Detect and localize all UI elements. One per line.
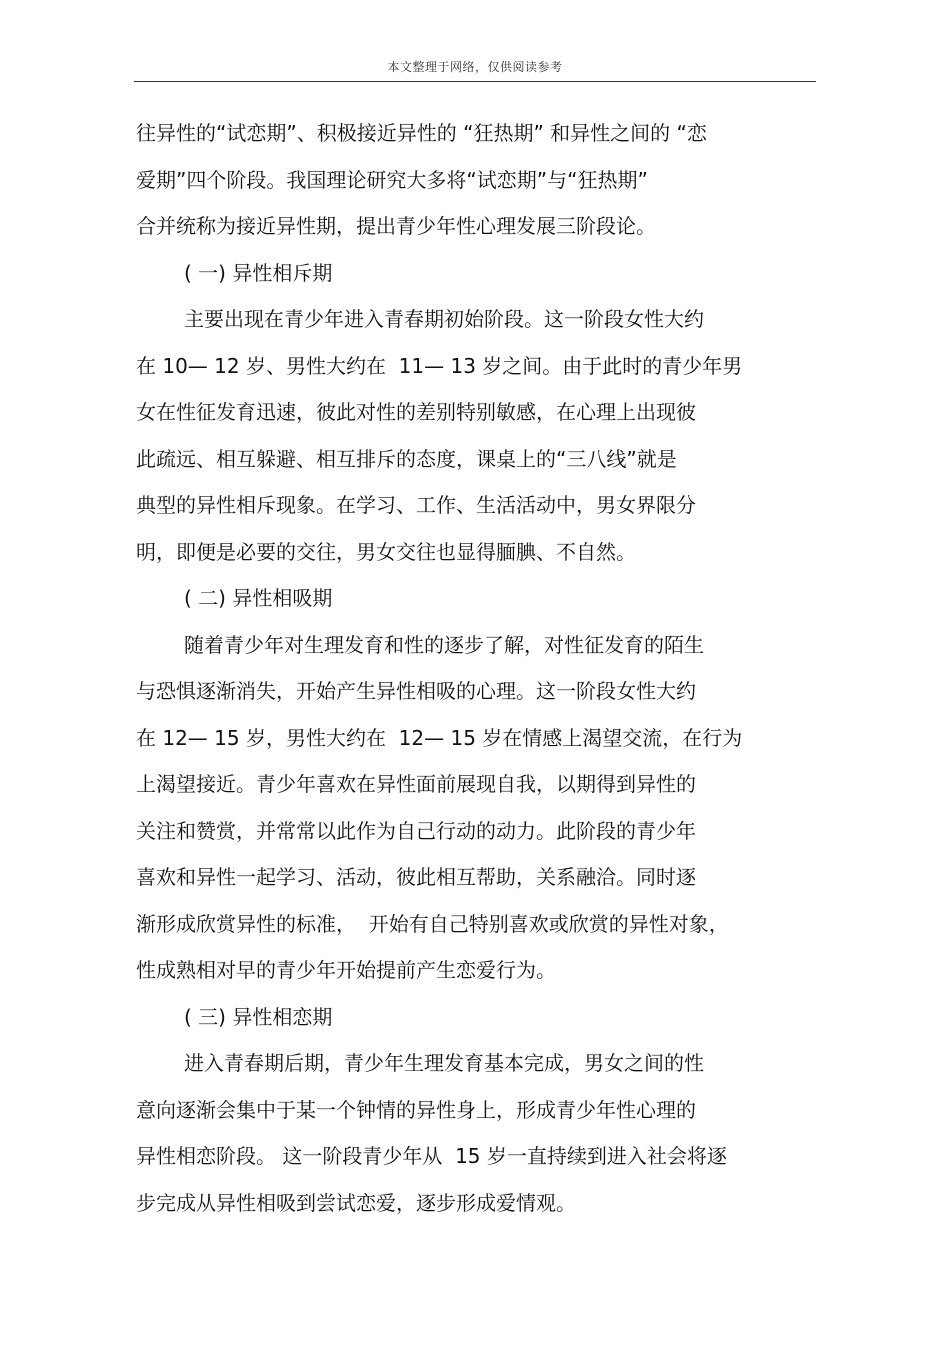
body-line: 步完成从异性相吸到尝试恋爱，逐步形成爱情观。 bbox=[136, 1190, 576, 1215]
body-line: 典型的异性相斥现象。在学习、工作、生活活动中，男女界限分 bbox=[136, 493, 696, 517]
body-line: 明，即便是必要的交往，男女交往也显得腼腆、不自然。 bbox=[136, 539, 636, 564]
body-line: 随着青少年对生理发育和性的逐步了解，对性征发育的陌生 bbox=[184, 632, 704, 657]
body-line: 爱期”四个阶段。我国理论研究大多将“试恋期”与“狂热期” bbox=[136, 167, 648, 192]
body-line: 主要出现在青少年进入青春期初始阶段。这一阶段女性大约 bbox=[184, 307, 704, 331]
page-header: 本文整理于网络，仅供阅读参考 bbox=[387, 60, 563, 74]
body-line: 此疏远、相互躲避、相互排斥的态度，课桌上的“三八线”就是 bbox=[136, 446, 677, 471]
section-heading-3: ( 三) 异性相恋期 bbox=[184, 1004, 333, 1029]
header-divider bbox=[134, 81, 816, 82]
body-line: 关注和赞赏，并常常以此作为自己行动的动力。此阶段的青少年 bbox=[136, 818, 696, 843]
body-line: 渐形成欣赏异性的标准， 开始有自己特别喜欢或欣赏的异性对象， bbox=[136, 911, 729, 936]
body-line: 合并统称为接近异性期，提出青少年性心理发展三阶段论。 bbox=[136, 214, 656, 238]
body-line: 喜欢和异性一起学习、活动，彼此相互帮助，关系融洽。同时逐 bbox=[136, 865, 696, 889]
body-line: 与恐惧逐渐消失，开始产生异性相吸的心理。这一阶段女性大约 bbox=[136, 679, 696, 703]
body-line: 进入青春期后期，青少年生理发育基本完成，男女之间的性 bbox=[184, 1051, 704, 1075]
body-line: 上渴望接近。青少年喜欢在异性面前展现自我，以期得到异性的 bbox=[136, 772, 696, 796]
body-line: 在 10— 12 岁、男性大约在 11— 13 岁之间。由于此时的青少年男 bbox=[136, 353, 743, 378]
document-body bbox=[136, 110, 826, 1226]
body-line: 性成熟相对早的青少年开始提前产生恋爱行为。 bbox=[136, 958, 556, 982]
section-heading-2: ( 二) 异性相吸期 bbox=[184, 586, 333, 610]
body-line: 意向逐渐会集中于某一个钟情的异性身上，形成青少年性心理的 bbox=[136, 1097, 696, 1122]
body-line: 在 12— 15 岁，男性大约在 12— 15 岁在情感上渴望交流，在行为 bbox=[136, 725, 743, 750]
section-heading-1: ( 一) 异性相斥期 bbox=[184, 260, 333, 285]
body-line: 女在性征发育迅速，彼此对性的差别特别敏感，在心理上出现彼 bbox=[136, 400, 696, 424]
body-line: 往异性的“试恋期”、积极接近异性的 “狂热期” 和异性之间的 “恋 bbox=[136, 121, 707, 145]
body-line: 异性相恋阶段。 这一阶段青少年从 15 岁一直持续到进入社会将逐 bbox=[136, 1144, 727, 1168]
